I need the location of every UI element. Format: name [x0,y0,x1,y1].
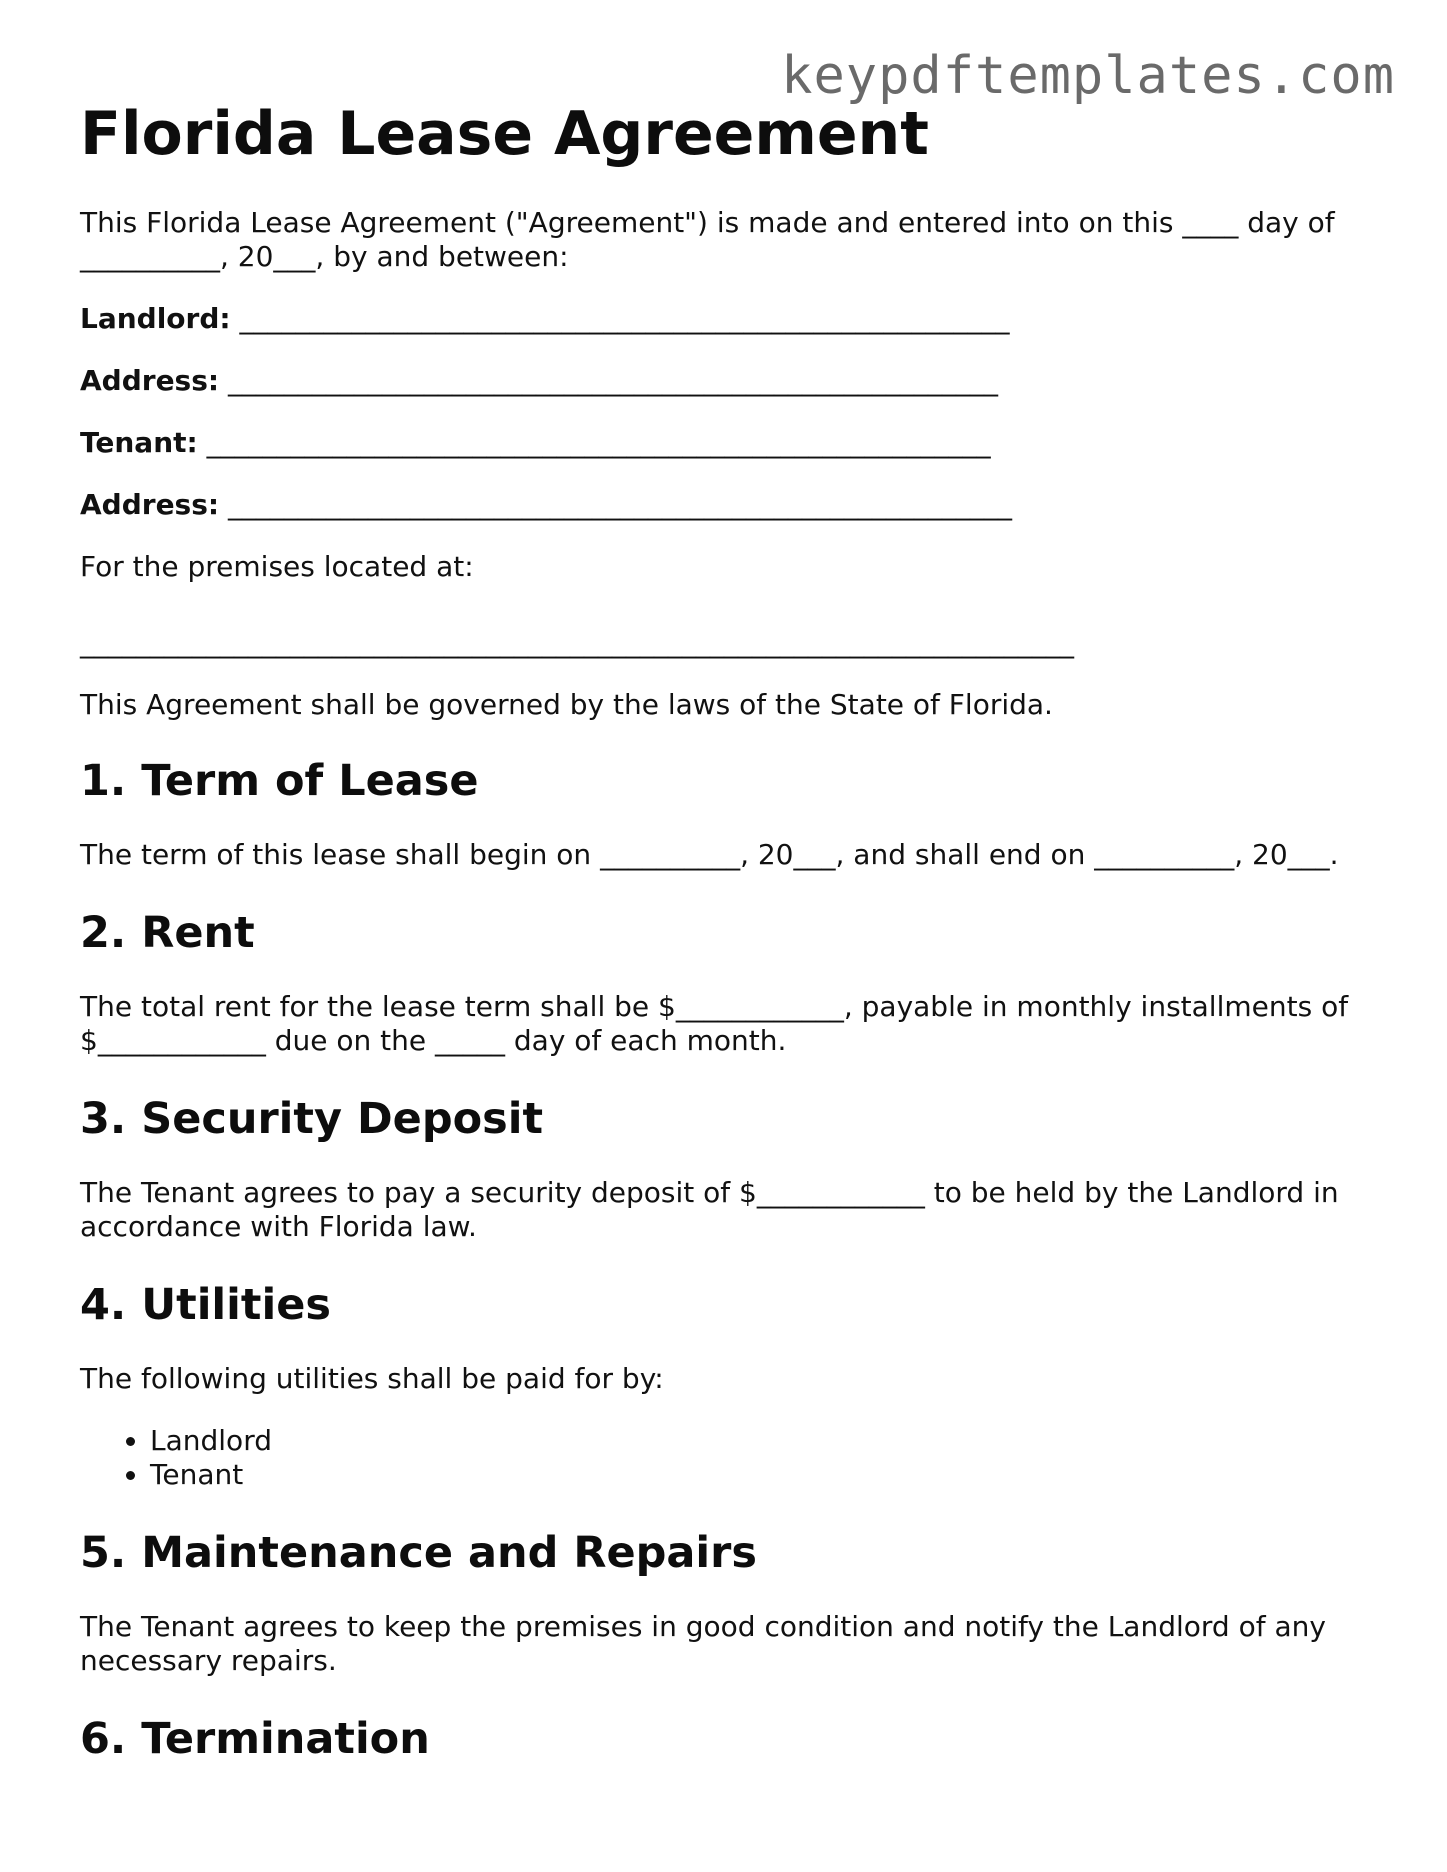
section-utilities-heading: 4. Utilities [80,1280,331,1330]
utilities-list [80,1424,1380,1492]
tenant-field[interactable] [80,426,1380,460]
watermark: keypdftemplates.com [781,46,1395,106]
maintenance-line-2: necessary repairs. [80,1644,337,1677]
tenant-label: Tenant: [80,426,198,459]
section-rent-body [80,990,1380,1058]
landlord-address-blank[interactable]: _______________________________________________________ [228,364,998,397]
document-title: Florida Lease Agreement [80,99,929,169]
landlord-blank[interactable]: _______________________________________________________ [239,302,1010,335]
intro-paragraph [80,206,1380,274]
intro-line-1: This Florida Lease Agreement ("Agreement") is made and entered into on this ____ day of [80,206,1335,239]
deposit-line-1: The Tenant agrees to pay a security deposit of $____________ to be held by the Landlord in [80,1176,1339,1209]
list-item: • Landlord [150,1424,1380,1458]
document-page [80,96,1380,1766]
section-maintenance-body [80,1610,1380,1678]
section-termination-heading: 6. Termination [80,1714,430,1764]
landlord-address-label: Address: [80,364,220,397]
landlord-field[interactable] [80,302,1380,336]
section-term-heading: 1. Term of Lease [80,756,479,806]
section-utilities-body: The following utilities shall be paid for by: [80,1362,664,1395]
tenant-address-field[interactable] [80,488,1380,522]
maintenance-line-1: The Tenant agrees to keep the premises in good condition and notify the Landlord of any [80,1610,1326,1643]
rent-line-1: The total rent for the lease term shall be $____________, payable in monthly installments of [80,990,1349,1023]
governing-law-text: This Agreement shall be governed by the laws of the State of Florida. [80,688,1053,721]
tenant-address-blank[interactable]: ________________________________________________________ [228,488,1012,521]
deposit-line-2: accordance with Florida law. [80,1210,477,1243]
intro-line-2: __________, 20___, by and between: [80,240,569,273]
rent-line-2: $____________ due on the _____ day of each month. [80,1024,787,1057]
list-item: • Tenant [150,1458,1380,1492]
premises-label: For the premises located at: [80,550,474,583]
landlord-address-field[interactable] [80,364,1380,398]
tenant-blank[interactable]: ________________________________________________________ [206,426,991,459]
premises-blank[interactable]: _______________________________________________________________________ [80,626,1074,659]
section-rent-heading: 2. Rent [80,908,255,958]
section-term-body: The term of this lease shall begin on __________, 20___, and shall end on __________, 20___. [80,838,1339,871]
tenant-address-label: Address: [80,488,220,521]
landlord-label: Landlord: [80,302,231,335]
section-deposit-body [80,1176,1380,1244]
section-deposit-heading: 3. Security Deposit [80,1094,544,1144]
section-maintenance-heading: 5. Maintenance and Repairs [80,1528,757,1578]
